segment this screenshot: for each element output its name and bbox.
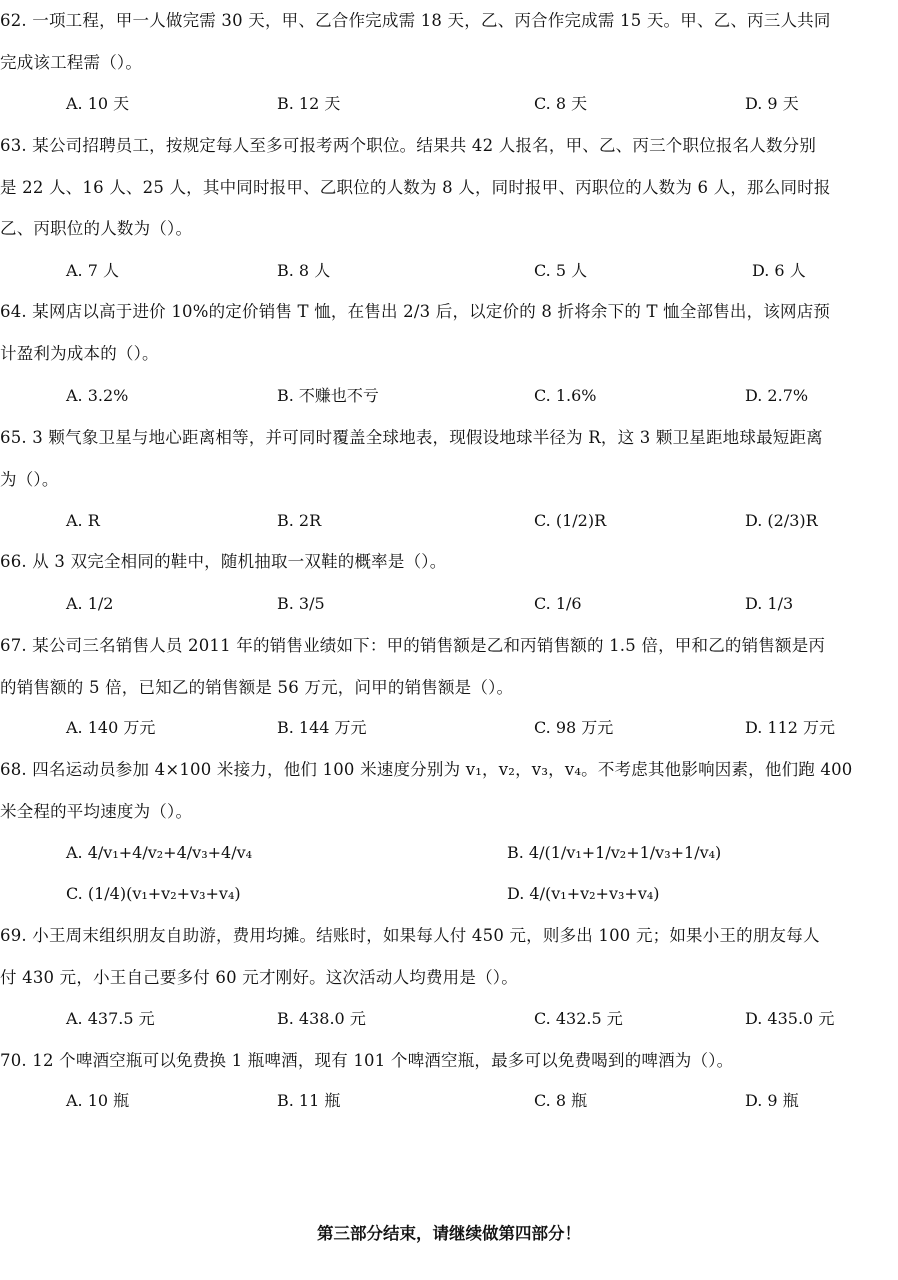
options-68-row-1 <box>0 832 898 873</box>
options-67 <box>0 707 898 748</box>
options-64 <box>0 375 898 416</box>
question-stem-line: 计盈利为成本的（）。 <box>0 343 159 363</box>
option-b[interactable]: B. 3/5 <box>277 594 325 613</box>
option-a[interactable]: A. 1/2 <box>66 594 114 613</box>
option-d[interactable]: D. 6 人 <box>752 261 806 280</box>
option-c[interactable]: C. 8 瓶 <box>534 1091 588 1110</box>
option-a[interactable]: A. 7 人 <box>66 261 119 280</box>
question-stem-line: 付 430 元，小王自己要多付 60 元才刚好。这次活动人均费用是（）。 <box>0 967 518 987</box>
option-c[interactable]: C. 432.5 元 <box>534 1009 623 1028</box>
options-63 <box>0 250 898 291</box>
option-b[interactable]: B. 4/(1/v₁+1/v₂+1/v₃+1/v₄) <box>507 843 722 862</box>
option-b[interactable]: B. 不赚也不亏 <box>277 386 379 405</box>
option-d[interactable]: D. 4/(v₁+v₂+v₃+v₄) <box>507 884 660 903</box>
question-stem-line: 米全程的平均速度为（）。 <box>0 801 193 821</box>
option-a[interactable]: A. 10 瓶 <box>66 1091 130 1110</box>
options-70 <box>0 1080 898 1121</box>
question-69 <box>0 915 898 998</box>
option-c[interactable]: C. 5 人 <box>534 261 588 280</box>
option-a[interactable]: A. 437.5 元 <box>66 1009 155 1028</box>
option-c[interactable]: C. 8 天 <box>534 94 588 113</box>
question-stem-line: 69. 小王周末组织朋友自助游，费用均摊。结账时，如果每人付 450 元，则多出 100 元；如果小王的朋友每人 <box>0 926 820 945</box>
question-stem-line: 63. 某公司招聘员工，按规定每人至多可报考两个职位。结果共 42 人报名，甲、乙、丙三个职位报名人数分别 <box>0 136 817 155</box>
option-b[interactable]: B. 2R <box>277 511 322 530</box>
option-b[interactable]: B. 144 万元 <box>277 718 367 737</box>
question-stem-line: 64. 某网店以高于进价 10%的定价销售 T 恤，在售出 2/3 后，以定价的 8 折将余下的 T 恤全部售出，该网店预 <box>0 302 831 321</box>
option-b[interactable]: B. 12 天 <box>277 94 341 113</box>
question-stem-line: 62. 一项工程，甲一人做完需 30 天，甲、乙合作完成需 18 天，乙、丙合作完成需 15 天。甲、乙、丙三人共同 <box>0 11 831 30</box>
option-d[interactable]: D. 9 天 <box>745 94 799 113</box>
option-d[interactable]: D. 435.0 元 <box>745 1009 835 1028</box>
option-d[interactable]: D. 9 瓶 <box>745 1091 799 1110</box>
option-a[interactable]: A. 4/v₁+4/v₂+4/v₃+4/v₄ <box>66 843 253 862</box>
options-66 <box>0 583 898 624</box>
option-c[interactable]: C. 98 万元 <box>534 718 614 737</box>
question-64 <box>0 291 898 374</box>
question-66 <box>0 541 898 583</box>
option-b[interactable]: B. 438.0 元 <box>277 1009 366 1028</box>
question-stem-line: 是 22 人、16 人、25 人，其中同时报甲、乙职位的人数为 8 人，同时报甲、丙职位的人数为 6 人，那么同时报 <box>0 177 831 197</box>
option-a[interactable]: A. 140 万元 <box>66 718 156 737</box>
section-end-note: 第三部分结束，请继续做第四部分！ <box>317 1224 581 1243</box>
option-c[interactable]: C. 1.6% <box>534 386 597 405</box>
option-b[interactable]: B. 11 瓶 <box>277 1091 341 1110</box>
question-stem-line: 为（）。 <box>0 469 59 489</box>
options-62 <box>0 83 898 124</box>
option-a[interactable]: A. 10 天 <box>66 94 130 113</box>
question-stem-line: 65. 3 颗气象卫星与地心距离相等，并可同时覆盖全球地表，现假设地球半径为 R，这 3 颗卫星距地球最短距离 <box>0 428 823 447</box>
question-63 <box>0 125 898 250</box>
option-b[interactable]: B. 8 人 <box>277 261 331 280</box>
option-d[interactable]: D. (2/3)R <box>745 511 818 530</box>
question-stem-line: 67. 某公司三名销售人员 2011 年的销售业绩如下：甲的销售额是乙和丙销售额的 1.5 倍，甲和乙的销售额是丙 <box>0 636 826 655</box>
question-65 <box>0 417 898 500</box>
option-d[interactable]: D. 2.7% <box>745 386 809 405</box>
question-stem-line: 乙、丙职位的人数为（）。 <box>0 219 193 238</box>
option-d[interactable]: D. 1/3 <box>745 594 794 613</box>
options-69 <box>0 998 898 1039</box>
option-c[interactable]: C. 1/6 <box>534 594 582 613</box>
question-stem-line: 70. 12 个啤酒空瓶可以免费换 1 瓶啤酒，现有 101 个啤酒空瓶，最多可以免费喝到的啤酒为（）。 <box>0 1051 734 1070</box>
question-stem-line: 完成该工程需（）。 <box>0 52 143 72</box>
options-68-row-2 <box>0 873 898 914</box>
question-stem-line: 66. 从 3 双完全相同的鞋中，随机抽取一双鞋的概率是（）。 <box>0 552 447 571</box>
option-c[interactable]: C. (1/4)(v₁+v₂+v₃+v₄) <box>66 884 241 903</box>
question-62 <box>0 0 898 83</box>
option-d[interactable]: D. 112 万元 <box>745 718 836 737</box>
question-68 <box>0 749 898 832</box>
option-a[interactable]: A. 3.2% <box>66 386 129 405</box>
option-a[interactable]: A. R <box>66 511 100 530</box>
question-stem-line: 的销售额的 5 倍，已知乙的销售额是 56 万元，问甲的销售额是（）。 <box>0 677 514 697</box>
question-stem-line: 68. 四名运动员参加 4×100 米接力，他们 100 米速度分别为 v₁，v₂，v₃，v₄。不考虑其他影响因素，他们跑 400 <box>0 760 853 779</box>
question-70 <box>0 1040 898 1082</box>
option-c[interactable]: C. (1/2)R <box>534 511 607 530</box>
options-65 <box>0 500 898 541</box>
question-67 <box>0 625 898 708</box>
